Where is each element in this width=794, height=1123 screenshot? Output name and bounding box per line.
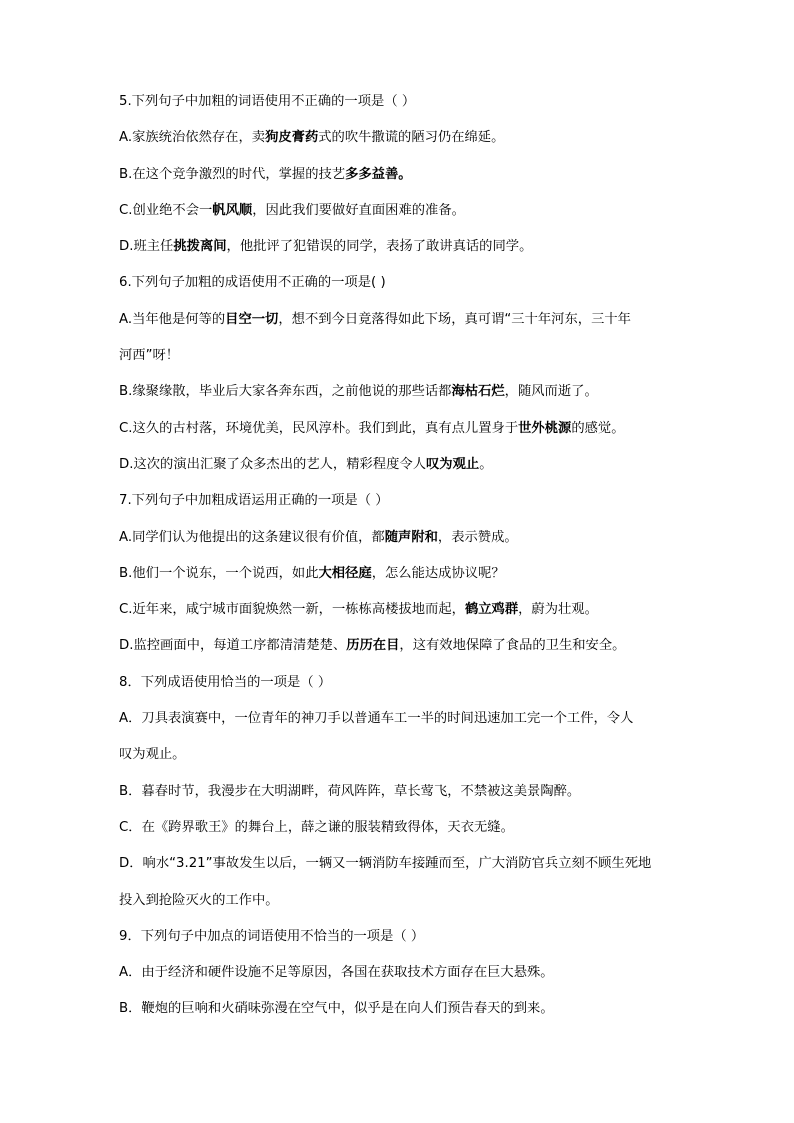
text-line: [119, 310, 679, 346]
bold-term: 大相径庭: [318, 565, 372, 581]
bold-term: 海枯石烂: [451, 384, 505, 400]
text-segment: 6.下列句子加粗的成语使用不正确的一项是( ): [119, 275, 386, 291]
text-line: [119, 782, 679, 818]
text-segment: 投入到抢险灭火的工作中。: [119, 892, 279, 908]
question-list: [119, 92, 679, 1036]
text-segment: 8．下列成语使用恰当的一项是（ ）: [119, 674, 332, 690]
text-line: [119, 128, 679, 164]
text-line: [119, 999, 679, 1035]
text-segment: B.缘聚缘散，毕业后大家各奔东西，之前他说的那些话都: [119, 384, 452, 400]
text-segment: ，随风而逝了。: [504, 384, 598, 400]
text-segment: B.在这个竞争激烈的时代，掌握的技艺: [119, 166, 346, 182]
text-segment: A.家族统治依然存在，卖: [119, 130, 266, 146]
text-segment: B．鞭炮的巨响和火硝味弥漫在空气中，似乎是在向人们预告春天的到来。: [119, 1001, 554, 1017]
text-line: [119, 673, 679, 709]
text-line: [119, 237, 679, 273]
text-segment: A.同学们认为他提出的这条建议很有价值，都: [119, 529, 385, 545]
text-line: [119, 165, 679, 201]
text-line: [119, 419, 679, 455]
text-segment: ，想不到今日竟落得如此下场，真可谓“三十年河东，三十年: [278, 311, 631, 327]
text-line: [119, 201, 679, 237]
text-line: [119, 346, 679, 382]
text-segment: A．刀具表演赛中，一位青年的神刀手以普通车工一半的时间迅速加工完一个工件，令人: [119, 711, 634, 727]
text-line: [119, 92, 679, 128]
text-line: [119, 818, 679, 854]
bold-term: 狗皮膏药: [265, 130, 319, 146]
text-segment: D．响水“3.21”事故发生以后，一辆又一辆消防车接踵而至，广大消防官兵立刻不顾生死地: [119, 856, 652, 872]
text-segment: C．在《跨界歌王》的舞台上，薛之谦的服装精致得体，天衣无缝。: [119, 819, 514, 835]
text-segment: 叹为观止。: [119, 747, 186, 763]
bold-term: 目空一切: [225, 311, 279, 327]
text-segment: C.近年来，咸宁城市面貌焕然一新，一栋栋高楼拔地而起，: [119, 602, 465, 618]
text-segment: D.班主任: [119, 239, 174, 255]
text-segment: C.创业绝不会一: [119, 202, 213, 218]
bold-term: 历历在目: [346, 638, 400, 654]
text-line: [119, 709, 679, 745]
text-segment: ，怎么能达成协议呢？: [371, 565, 505, 581]
text-segment: ，这有效地保障了食品的卫生和安全。: [399, 638, 626, 654]
text-segment: ，因此我们要做好直面困难的准备。: [252, 202, 465, 218]
bold-term: 叹为观止: [426, 456, 480, 472]
text-segment: D.这次的演出汇聚了众多杰出的艺人，精彩程度令人: [119, 456, 426, 472]
text-line: [119, 963, 679, 999]
text-line: [119, 891, 679, 927]
text-segment: ，他批评了犯错误的同学，表扬了敢讲真话的同学。: [226, 239, 533, 255]
bold-term: 世外桃源: [518, 420, 572, 436]
text-line: [119, 636, 679, 672]
text-line: [119, 455, 679, 491]
bold-term: 多多益善。: [345, 166, 412, 182]
bold-term: 帆风顺: [212, 202, 253, 218]
text-segment: A.当年他是何等的: [119, 311, 226, 327]
text-line: [119, 854, 679, 890]
text-line: [119, 528, 679, 564]
text-segment: 7.下列句子中加粗成语运用正确的一项是（ ）: [119, 493, 389, 509]
bold-term: 挑拨离间: [173, 239, 227, 255]
bold-term: 鹤立鸡群: [464, 602, 519, 618]
text-segment: 河西”呀！: [119, 348, 180, 364]
bold-term: 随声附和: [384, 529, 438, 545]
text-segment: ，表示赞成。: [437, 529, 518, 545]
text-segment: 5.下列句子中加粗的词语使用不正确的一项是（ ）: [119, 94, 416, 109]
text-line: [119, 927, 679, 963]
text-segment: D.监控画面中，每道工序都清清楚楚、: [119, 638, 347, 654]
text-segment: B.他们一个说东，一个说西，如此: [119, 565, 319, 581]
text-segment: B．暮春时节，我漫步在大明湖畔，荷风阵阵，草长莺飞，不禁被这美景陶醉。: [119, 783, 581, 799]
text-line: [119, 382, 679, 418]
text-segment: 9．下列句子中加点的词语使用不恰当的一项是（ ）: [119, 928, 425, 944]
text-line: [119, 491, 679, 527]
text-segment: 的感觉。: [571, 420, 625, 436]
text-segment: ，蔚为壮观。: [518, 602, 598, 618]
text-line: [119, 273, 679, 309]
text-line: [119, 564, 679, 600]
text-line: [119, 600, 679, 636]
text-segment: C.这久的古村落，环境优美，民风淳朴。我们到此，真有点儿置身于: [119, 420, 519, 436]
text-line: [119, 745, 679, 781]
text-segment: A．由于经济和硬件设施不足等原因，各国在获取技术方面存在巨大悬殊。: [119, 965, 554, 981]
text-segment: 。: [479, 456, 493, 472]
text-segment: 式的吹牛撒谎的陋习仍在绵延。: [318, 130, 505, 146]
